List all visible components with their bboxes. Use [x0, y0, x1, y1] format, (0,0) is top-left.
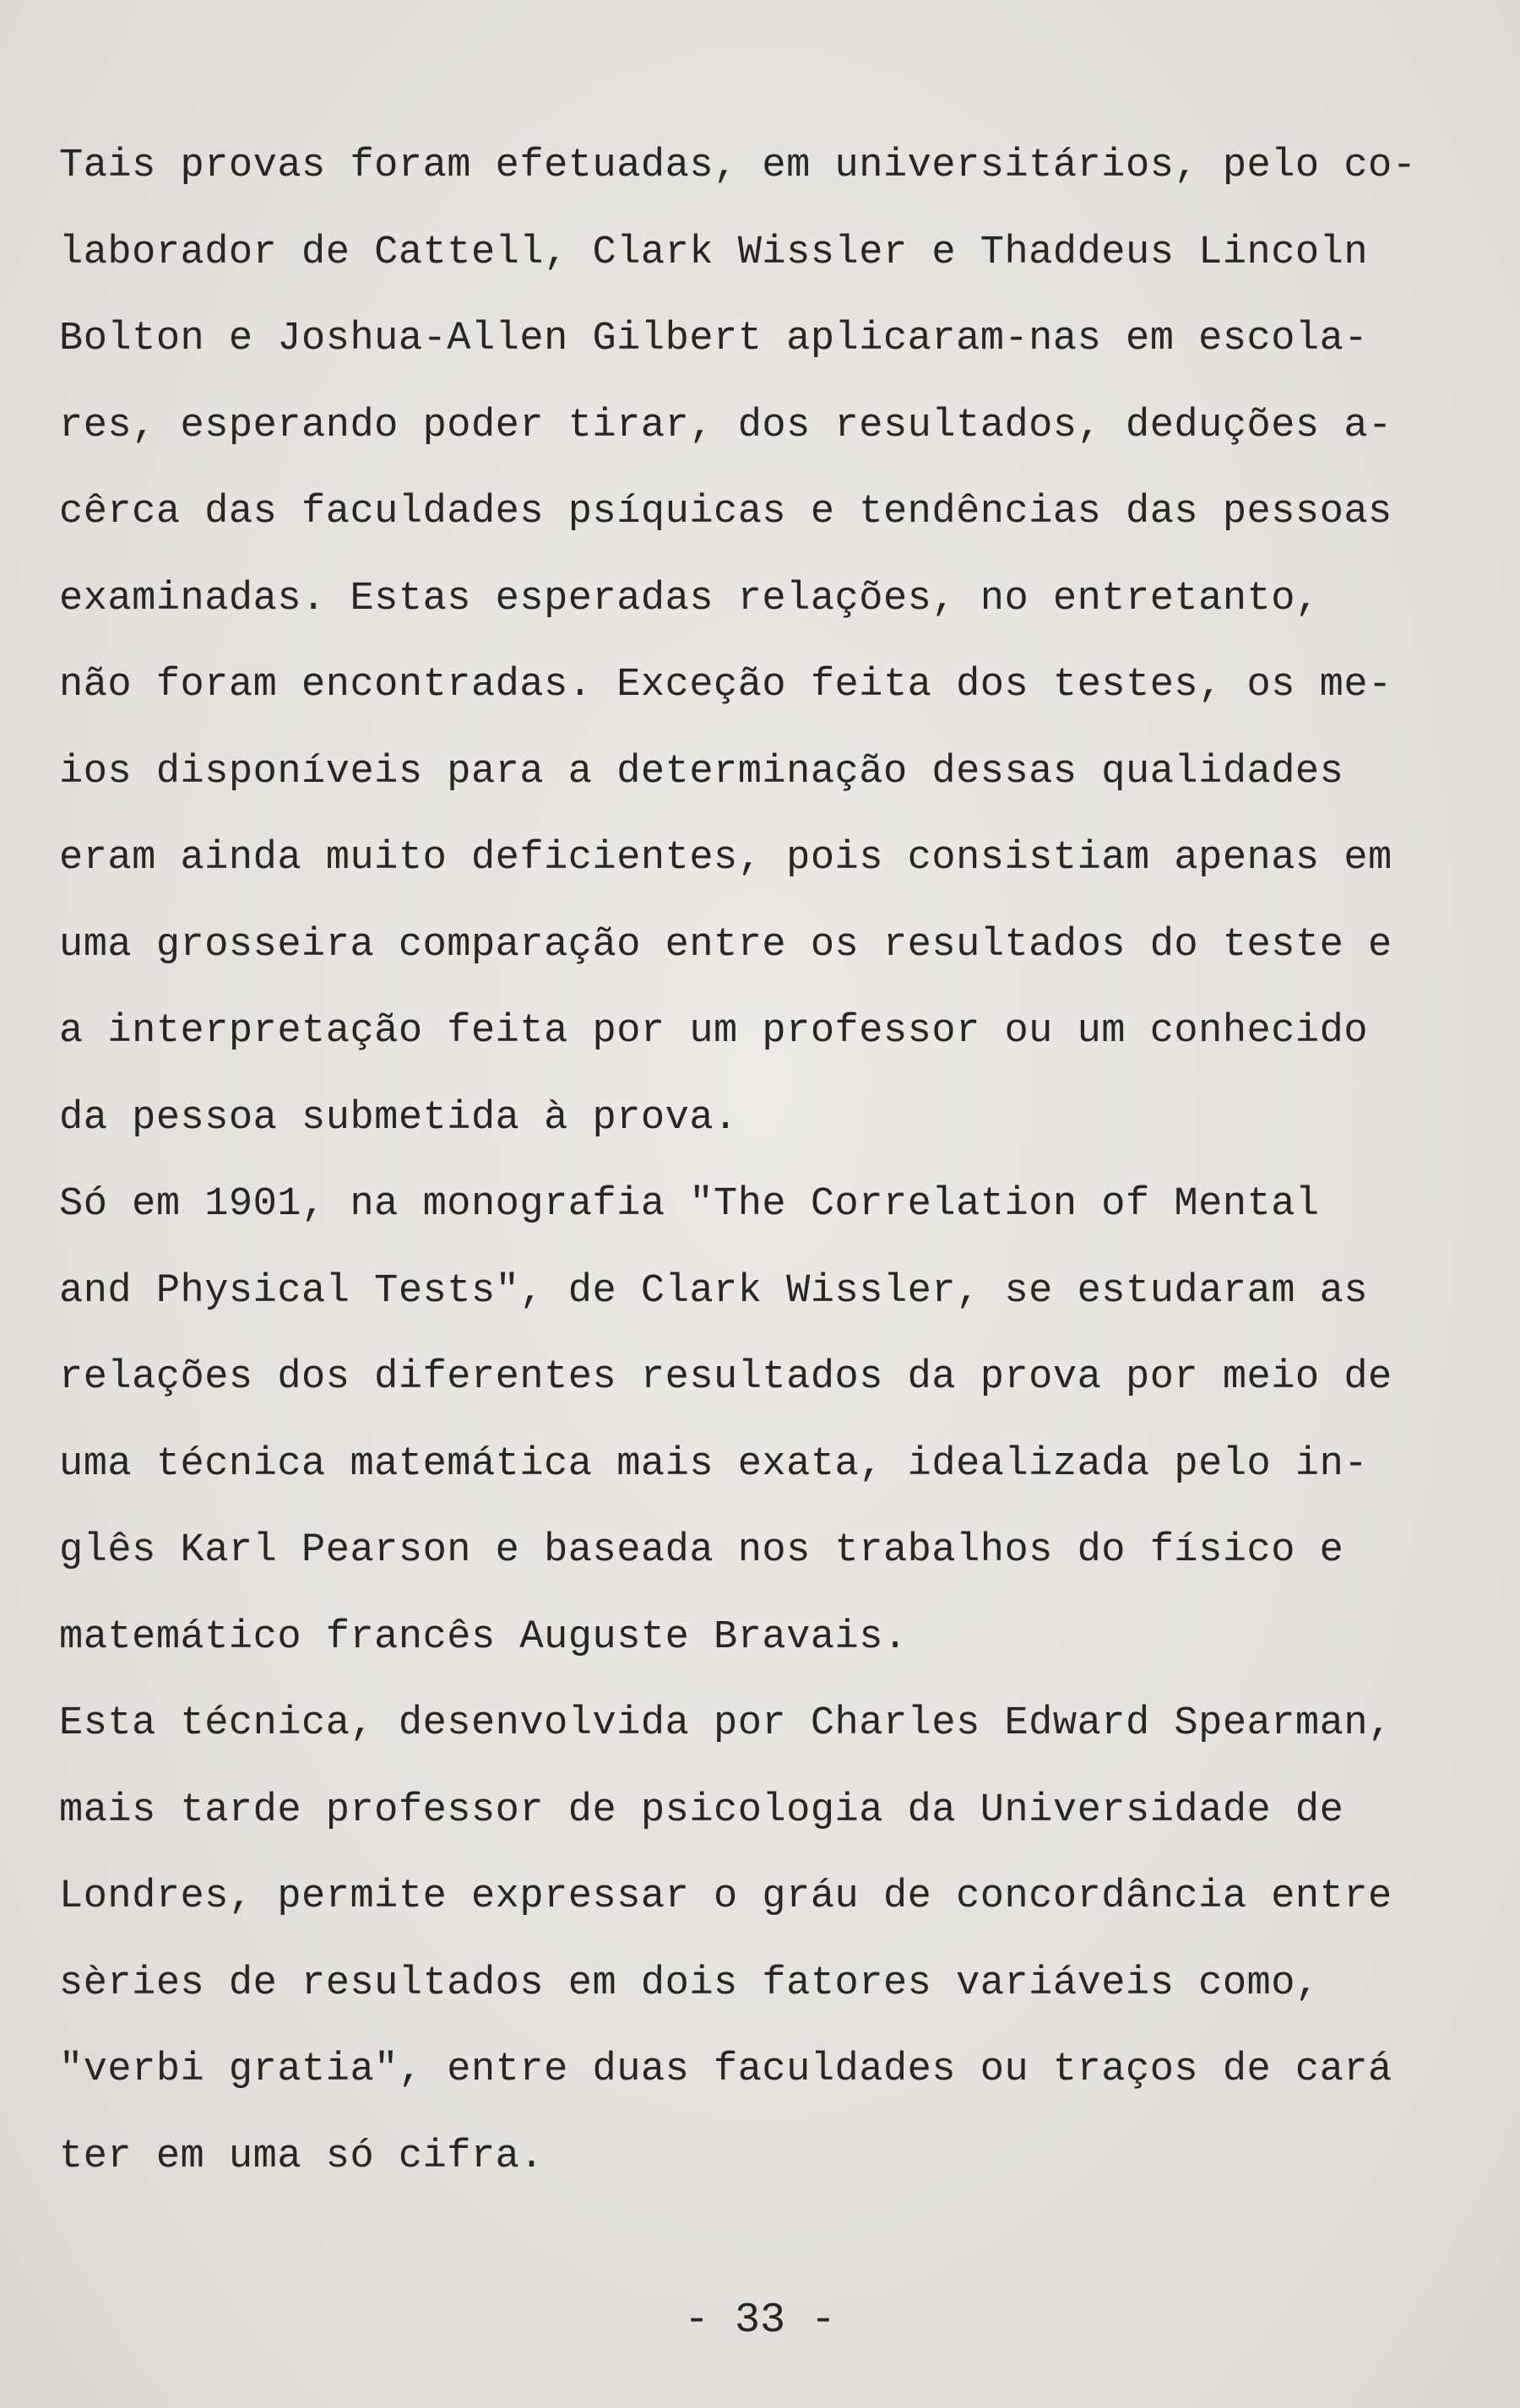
text-line: glês Karl Pearson e baseada nos trabalhos do físico e — [59, 1528, 1344, 1573]
page-number: - 33 - — [683, 2297, 837, 2345]
text-line: cêrca das faculdades psíquicas e tendências das pessoas — [59, 490, 1392, 534]
text-line: Bolton e Joshua-Allen Gilbert aplicaram-nas em escola- — [59, 317, 1369, 361]
text-line: mais tarde professor de psicologia da Universidade de — [59, 1787, 1344, 1833]
text-line: uma técnica matemática mais exata, idealizada pelo in- — [59, 1441, 1369, 1487]
text-line: ter em uma só cifra. — [59, 2134, 545, 2179]
text-line: uma grosseira comparação entre os resultados do teste e — [59, 922, 1392, 968]
text-line: "verbi gratia", entre duas faculdades ou traços de cará — [59, 2047, 1392, 2092]
text-line: examinadas. Estas esperadas relações, no entretanto, — [59, 576, 1320, 621]
paragraph — [59, 1681, 1495, 2200]
text-line: Só em 1901, na monografia "The Correlation of Mental — [59, 1182, 1320, 1227]
text-line: a interpretação feita por um professor ou um conhecido — [59, 1009, 1369, 1054]
text-line: da pessoa submetida à prova. — [59, 1095, 738, 1141]
text-line: res, esperando poder tirar, dos resultados, deduções a- — [59, 403, 1392, 448]
text-line: sèries de resultados em dois fatores variáveis como, — [59, 1961, 1320, 2006]
text-line: and Physical Tests", de Clark Wissler, se estudaram as — [59, 1268, 1369, 1314]
text-line: ios disponíveis para a determinação dessas qualidades — [59, 749, 1344, 795]
text-line: relações dos diferentes resultados da prova por meio de — [59, 1355, 1392, 1400]
text-line: não foram encontradas. Exceção feita dos testes, os me- — [59, 663, 1392, 708]
text-line: Tais provas foram efetuadas, em universitários, pelo co- — [59, 144, 1417, 188]
text-line: Londres, permite expressar o gráu de concordância entre — [59, 1874, 1392, 1919]
paragraph — [59, 1162, 1495, 1681]
body-text — [59, 123, 1495, 2200]
paragraph — [59, 123, 1495, 1162]
text-line: laborador de Cattell, Clark Wissler e Thaddeus Lincoln — [59, 230, 1369, 275]
text-line: eram ainda muito deficientes, pois consistiam apenas em — [59, 836, 1392, 881]
text-line: matemático francês Auguste Bravais. — [59, 1614, 908, 1660]
text-line: Esta técnica, desenvolvida por Charles Edward Spearman, — [59, 1701, 1392, 1746]
